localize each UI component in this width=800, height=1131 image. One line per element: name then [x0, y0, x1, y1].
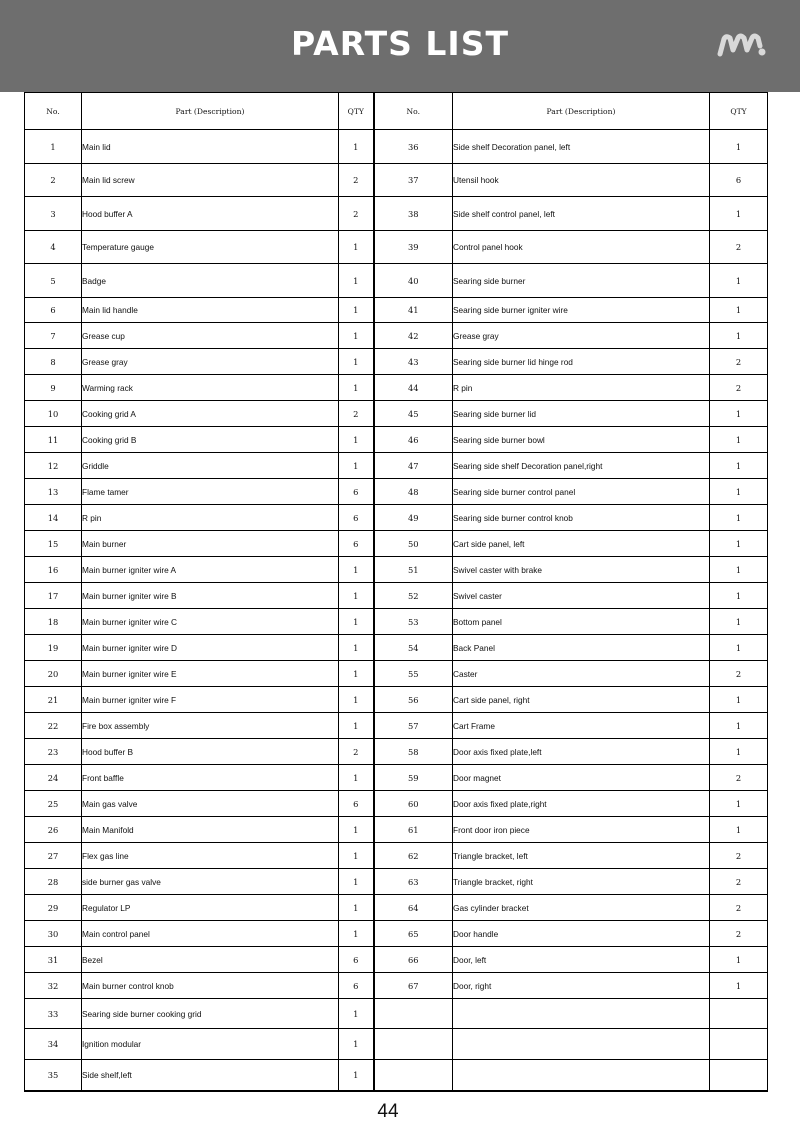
part-description: Triangle bracket, right: [453, 869, 710, 895]
part-description: Temperature gauge: [82, 231, 339, 264]
part-number: 24: [25, 765, 82, 791]
part-description: Main burner igniter wire D: [82, 635, 339, 661]
part-number: 12: [25, 453, 82, 479]
table-row: [25, 197, 768, 231]
part-qty: 1: [339, 765, 374, 791]
part-description: Control panel hook: [453, 231, 710, 264]
part-number: 64: [374, 895, 453, 921]
part-number: 11: [25, 427, 82, 453]
part-qty: 1: [339, 264, 374, 298]
part-description: Searing side burner: [453, 264, 710, 298]
table-row: [25, 921, 768, 947]
part-number: 49: [374, 505, 453, 531]
part-qty: 2: [339, 401, 374, 427]
part-number: 6: [25, 298, 82, 323]
header-row: [25, 93, 768, 130]
part-description: R pin: [82, 505, 339, 531]
part-number: 18: [25, 609, 82, 635]
table-row: [25, 817, 768, 843]
part-description: Badge: [82, 264, 339, 298]
part-number: 57: [374, 713, 453, 739]
part-qty: 6: [339, 531, 374, 557]
table-row: [25, 1060, 768, 1091]
part-number: 10: [25, 401, 82, 427]
table-row: [25, 375, 768, 401]
part-number: 30: [25, 921, 82, 947]
page-title: PARTS LIST: [291, 24, 509, 63]
table-row: [25, 349, 768, 375]
part-number: 29: [25, 895, 82, 921]
part-qty: 2: [339, 164, 374, 197]
part-qty: 6: [339, 791, 374, 817]
part-qty: 2: [710, 843, 768, 869]
part-qty: 2: [710, 765, 768, 791]
part-number: 16: [25, 557, 82, 583]
table-row: [25, 661, 768, 687]
part-qty: 2: [710, 375, 768, 401]
part-description: Caster: [453, 661, 710, 687]
part-qty: 1: [710, 298, 768, 323]
part-qty: 1: [339, 609, 374, 635]
part-qty: 1: [339, 298, 374, 323]
part-number: 59: [374, 765, 453, 791]
part-qty: 1: [339, 869, 374, 895]
part-description: Grease gray: [453, 323, 710, 349]
part-description: Cart Frame: [453, 713, 710, 739]
part-number: 25: [25, 791, 82, 817]
part-description: Flame tamer: [82, 479, 339, 505]
part-description: Searing side burner lid: [453, 401, 710, 427]
part-qty: 1: [339, 231, 374, 264]
part-description: Searing side burner igniter wire: [453, 298, 710, 323]
part-number: 13: [25, 479, 82, 505]
part-qty: 1: [710, 687, 768, 713]
part-number: 7: [25, 323, 82, 349]
part-description: Hood buffer B: [82, 739, 339, 765]
table-row: [25, 947, 768, 973]
page-number: 44: [377, 1101, 399, 1122]
part-description: Searing side shelf Decoration panel,right: [453, 453, 710, 479]
part-qty: 1: [710, 323, 768, 349]
part-description: [453, 1029, 710, 1060]
part-number: 31: [25, 947, 82, 973]
part-description: Door axis fixed plate,left: [453, 739, 710, 765]
table-row: [25, 739, 768, 765]
part-number: 27: [25, 843, 82, 869]
part-description: Bezel: [82, 947, 339, 973]
table-row: [25, 164, 768, 197]
part-description: Main lid: [82, 130, 339, 164]
part-qty: 1: [710, 609, 768, 635]
part-description: R pin: [453, 375, 710, 401]
part-qty: 1: [339, 323, 374, 349]
part-description: Front door iron piece: [453, 817, 710, 843]
part-qty: [710, 1060, 768, 1091]
part-description: Bottom panel: [453, 609, 710, 635]
part-number: 15: [25, 531, 82, 557]
part-description: Ignition modular: [82, 1029, 339, 1060]
part-description: Utensil hook: [453, 164, 710, 197]
part-number: 39: [374, 231, 453, 264]
part-qty: 1: [710, 130, 768, 164]
part-number: 45: [374, 401, 453, 427]
part-number: 28: [25, 869, 82, 895]
part-description: Door, right: [453, 973, 710, 999]
part-number: 4: [25, 231, 82, 264]
part-qty: 1: [710, 791, 768, 817]
table-row: [25, 687, 768, 713]
part-number: 35: [25, 1060, 82, 1091]
part-number: 20: [25, 661, 82, 687]
part-number: 61: [374, 817, 453, 843]
part-description: Cart side panel, right: [453, 687, 710, 713]
column-header-description: Part (Description): [453, 93, 710, 130]
column-header-qty: QTY: [339, 93, 374, 130]
part-qty: 1: [710, 583, 768, 609]
part-number: 14: [25, 505, 82, 531]
table-row: [25, 791, 768, 817]
part-number: 26: [25, 817, 82, 843]
table-row: [25, 869, 768, 895]
part-description: Main burner igniter wire E: [82, 661, 339, 687]
table-row: [25, 609, 768, 635]
part-qty: 2: [710, 349, 768, 375]
part-description: Flex gas line: [82, 843, 339, 869]
part-number: 3: [25, 197, 82, 231]
part-description: Searing side burner bowl: [453, 427, 710, 453]
part-description: Swivel caster: [453, 583, 710, 609]
parts-table: [24, 92, 768, 1092]
table-row: [25, 557, 768, 583]
part-number: 1: [25, 130, 82, 164]
table-row: [25, 323, 768, 349]
column-header-no: No.: [374, 93, 453, 130]
part-qty: 1: [710, 739, 768, 765]
part-qty: 1: [710, 817, 768, 843]
part-description: Door magnet: [453, 765, 710, 791]
part-number: 48: [374, 479, 453, 505]
part-qty: 2: [710, 895, 768, 921]
part-qty: 1: [339, 895, 374, 921]
part-number: 2: [25, 164, 82, 197]
part-qty: 1: [339, 130, 374, 164]
part-description: Warming rack: [82, 375, 339, 401]
part-number: 55: [374, 661, 453, 687]
part-qty: 1: [339, 427, 374, 453]
part-qty: 1: [710, 479, 768, 505]
part-number: 54: [374, 635, 453, 661]
table-row: [25, 427, 768, 453]
part-number: 63: [374, 869, 453, 895]
part-number: 21: [25, 687, 82, 713]
part-qty: [710, 999, 768, 1029]
part-number: 56: [374, 687, 453, 713]
part-description: Grease gray: [82, 349, 339, 375]
table-row: [25, 999, 768, 1029]
part-description: Main burner: [82, 531, 339, 557]
part-description: Searing side burner control panel: [453, 479, 710, 505]
part-qty: 6: [339, 973, 374, 999]
part-qty: 1: [339, 843, 374, 869]
part-number: 67: [374, 973, 453, 999]
table-row: [25, 583, 768, 609]
column-header-no: No.: [25, 93, 82, 130]
part-qty: 1: [339, 1029, 374, 1060]
part-number: 17: [25, 583, 82, 609]
column-header-description: Part (Description): [82, 93, 339, 130]
part-qty: 1: [710, 635, 768, 661]
part-description: Door axis fixed plate,right: [453, 791, 710, 817]
part-description: Gas cylinder bracket: [453, 895, 710, 921]
part-qty: 6: [710, 164, 768, 197]
brand-logo-icon: [716, 30, 768, 58]
part-description: Back Panel: [453, 635, 710, 661]
part-number: 58: [374, 739, 453, 765]
part-description: Main burner igniter wire A: [82, 557, 339, 583]
part-number: 42: [374, 323, 453, 349]
part-qty: 1: [710, 531, 768, 557]
part-number: 33: [25, 999, 82, 1029]
part-description: Triangle bracket, left: [453, 843, 710, 869]
table-row: [25, 635, 768, 661]
table-row: [25, 231, 768, 264]
part-description: Main control panel: [82, 921, 339, 947]
part-number: 9: [25, 375, 82, 401]
part-description: Searing side burner control knob: [453, 505, 710, 531]
part-description: Door, left: [453, 947, 710, 973]
part-description: Main burner igniter wire C: [82, 609, 339, 635]
part-number: 47: [374, 453, 453, 479]
part-qty: 1: [339, 349, 374, 375]
part-qty: 1: [339, 713, 374, 739]
part-number: 22: [25, 713, 82, 739]
table-row: [25, 843, 768, 869]
part-description: Front baffle: [82, 765, 339, 791]
part-number: 32: [25, 973, 82, 999]
part-number: 19: [25, 635, 82, 661]
part-number: 34: [25, 1029, 82, 1060]
part-number: 60: [374, 791, 453, 817]
part-qty: 6: [339, 505, 374, 531]
part-number: 46: [374, 427, 453, 453]
part-qty: 1: [339, 1060, 374, 1091]
table-row: [25, 895, 768, 921]
part-qty: 2: [339, 197, 374, 231]
part-qty: 1: [339, 557, 374, 583]
table-row: [25, 1029, 768, 1060]
part-description: Fire box assembly: [82, 713, 339, 739]
part-number: [374, 999, 453, 1029]
part-number: 51: [374, 557, 453, 583]
part-qty: 2: [339, 739, 374, 765]
table-row: [25, 130, 768, 164]
part-description: Regulator LP: [82, 895, 339, 921]
part-qty: 6: [339, 479, 374, 505]
part-qty: 1: [339, 453, 374, 479]
part-qty: [710, 1029, 768, 1060]
part-description: [453, 999, 710, 1029]
part-description: Searing side burner cooking grid: [82, 999, 339, 1029]
part-qty: 1: [710, 505, 768, 531]
part-number: 43: [374, 349, 453, 375]
part-number: [374, 1029, 453, 1060]
part-description: Side shelf control panel, left: [453, 197, 710, 231]
part-qty: 1: [710, 427, 768, 453]
part-description: Hood buffer A: [82, 197, 339, 231]
header-bar: [0, 0, 800, 92]
part-qty: 1: [339, 375, 374, 401]
part-qty: 1: [339, 687, 374, 713]
part-number: 41: [374, 298, 453, 323]
part-description: Main Manifold: [82, 817, 339, 843]
part-qty: 1: [710, 973, 768, 999]
table-row: [25, 713, 768, 739]
part-number: 8: [25, 349, 82, 375]
part-description: Main burner igniter wire B: [82, 583, 339, 609]
part-description: side burner gas valve: [82, 869, 339, 895]
part-description: Door handle: [453, 921, 710, 947]
table-row: [25, 973, 768, 999]
part-qty: 1: [339, 583, 374, 609]
part-qty: 1: [339, 999, 374, 1029]
part-number: 62: [374, 843, 453, 869]
part-description: Cooking grid B: [82, 427, 339, 453]
part-description: Main lid screw: [82, 164, 339, 197]
part-qty: 2: [710, 869, 768, 895]
table-row: [25, 401, 768, 427]
table-row: [25, 264, 768, 298]
part-description: Side shelf,left: [82, 1060, 339, 1091]
part-qty: 1: [710, 557, 768, 583]
part-description: Main burner igniter wire F: [82, 687, 339, 713]
part-number: 38: [374, 197, 453, 231]
part-qty: 1: [710, 197, 768, 231]
part-description: Main lid handle: [82, 298, 339, 323]
part-number: 36: [374, 130, 453, 164]
part-number: 5: [25, 264, 82, 298]
part-description: Main burner control knob: [82, 973, 339, 999]
part-qty: 2: [710, 661, 768, 687]
part-number: 23: [25, 739, 82, 765]
part-number: 37: [374, 164, 453, 197]
part-qty: 1: [710, 401, 768, 427]
part-number: 52: [374, 583, 453, 609]
part-description: Searing side burner lid hinge rod: [453, 349, 710, 375]
part-qty: 1: [710, 264, 768, 298]
part-qty: 6: [339, 947, 374, 973]
part-qty: 1: [339, 817, 374, 843]
part-description: Cart side panel, left: [453, 531, 710, 557]
part-qty: 2: [710, 231, 768, 264]
part-number: 44: [374, 375, 453, 401]
part-description: [453, 1060, 710, 1091]
part-description: Swivel caster with brake: [453, 557, 710, 583]
table-row: [25, 765, 768, 791]
part-number: 53: [374, 609, 453, 635]
column-header-qty: QTY: [710, 93, 768, 130]
table-row: [25, 453, 768, 479]
part-description: Main gas valve: [82, 791, 339, 817]
table-row: [25, 298, 768, 323]
part-number: 66: [374, 947, 453, 973]
part-description: Cooking grid A: [82, 401, 339, 427]
part-number: 50: [374, 531, 453, 557]
part-qty: 1: [339, 921, 374, 947]
part-description: Grease cup: [82, 323, 339, 349]
part-qty: 1: [710, 947, 768, 973]
part-description: Side shelf Decoration panel, left: [453, 130, 710, 164]
part-qty: 1: [710, 453, 768, 479]
table-row: [25, 531, 768, 557]
part-qty: 1: [339, 661, 374, 687]
part-qty: 1: [339, 635, 374, 661]
table-row: [25, 505, 768, 531]
part-qty: 1: [710, 713, 768, 739]
part-qty: 2: [710, 921, 768, 947]
part-number: 40: [374, 264, 453, 298]
part-number: [374, 1060, 453, 1091]
table-row: [25, 479, 768, 505]
part-number: 65: [374, 921, 453, 947]
part-description: Griddle: [82, 453, 339, 479]
